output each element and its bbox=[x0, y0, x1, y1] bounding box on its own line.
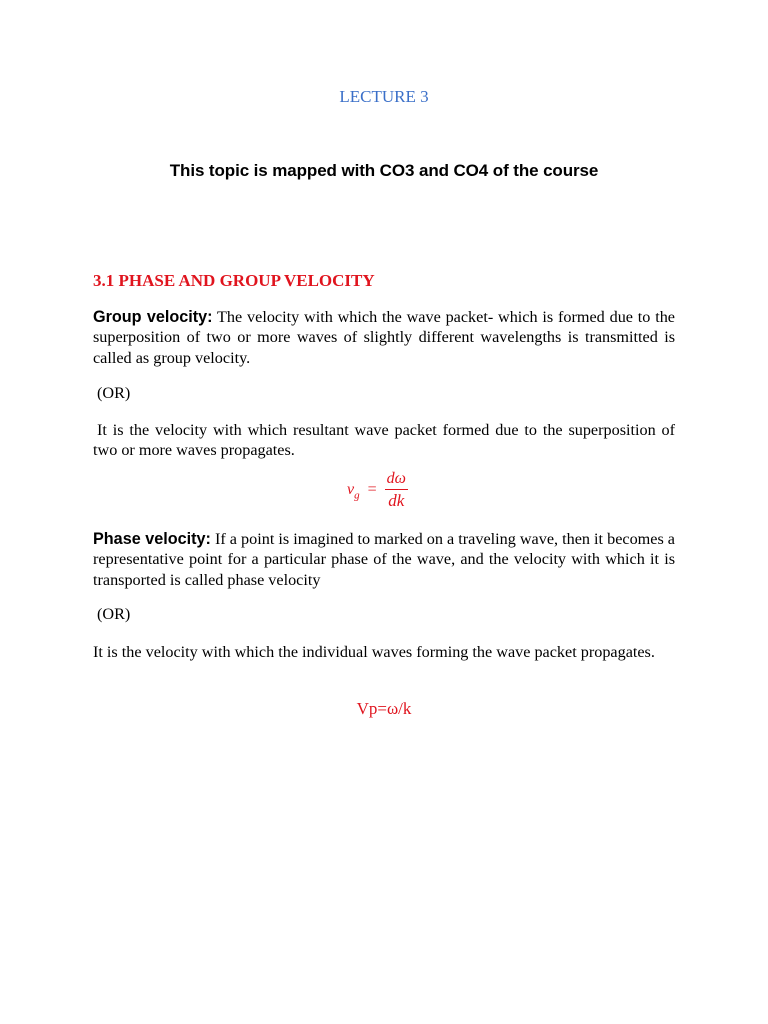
group-velocity-formula bbox=[347, 470, 408, 511]
lecture-title: LECTURE 3 bbox=[339, 87, 429, 106]
group-velocity-or: (OR) bbox=[97, 384, 131, 402]
formula-lhs: v bbox=[347, 481, 355, 499]
formula-equals: = bbox=[367, 481, 377, 499]
group-velocity-definition: The velocity with which the wave packet- which is formed due to the superposition of two or more waves of slightly different wavelengths is transmitted is called as group velocity. bbox=[93, 308, 675, 367]
section-heading: 3.1 PHASE AND GROUP VELOCITY bbox=[93, 271, 375, 290]
formula-denominator: dk bbox=[388, 491, 405, 510]
group-velocity-alternate: It is the velocity with which resultant wave packet formed due to the superposition of two or more waves propagates. bbox=[93, 421, 675, 460]
group-velocity-paragraph bbox=[93, 307, 675, 368]
formula-fraction bbox=[385, 470, 408, 511]
formula-subscript: g bbox=[354, 489, 360, 502]
phase-velocity-alternate: It is the velocity with which the individual waves forming the wave packet propagates. bbox=[93, 643, 655, 661]
formula-numerator: dω bbox=[386, 470, 406, 487]
fraction-bar bbox=[385, 489, 408, 490]
phase-velocity-definition: If a point is imagined to marked on a traveling wave, then it becomes a representative point for a particular phase of the wave, and the velocity with which it is transported is called phase velocity bbox=[93, 530, 675, 589]
phase-velocity-formula: Vp=ω/k bbox=[356, 699, 412, 718]
course-mapping-note: This topic is mapped with CO3 and CO4 of the course bbox=[169, 161, 599, 180]
phase-velocity-or: (OR) bbox=[97, 605, 131, 623]
phase-velocity-paragraph bbox=[93, 529, 675, 590]
phase-velocity-term: Phase velocity: bbox=[93, 530, 211, 548]
group-velocity-term: Group velocity: bbox=[93, 308, 213, 326]
